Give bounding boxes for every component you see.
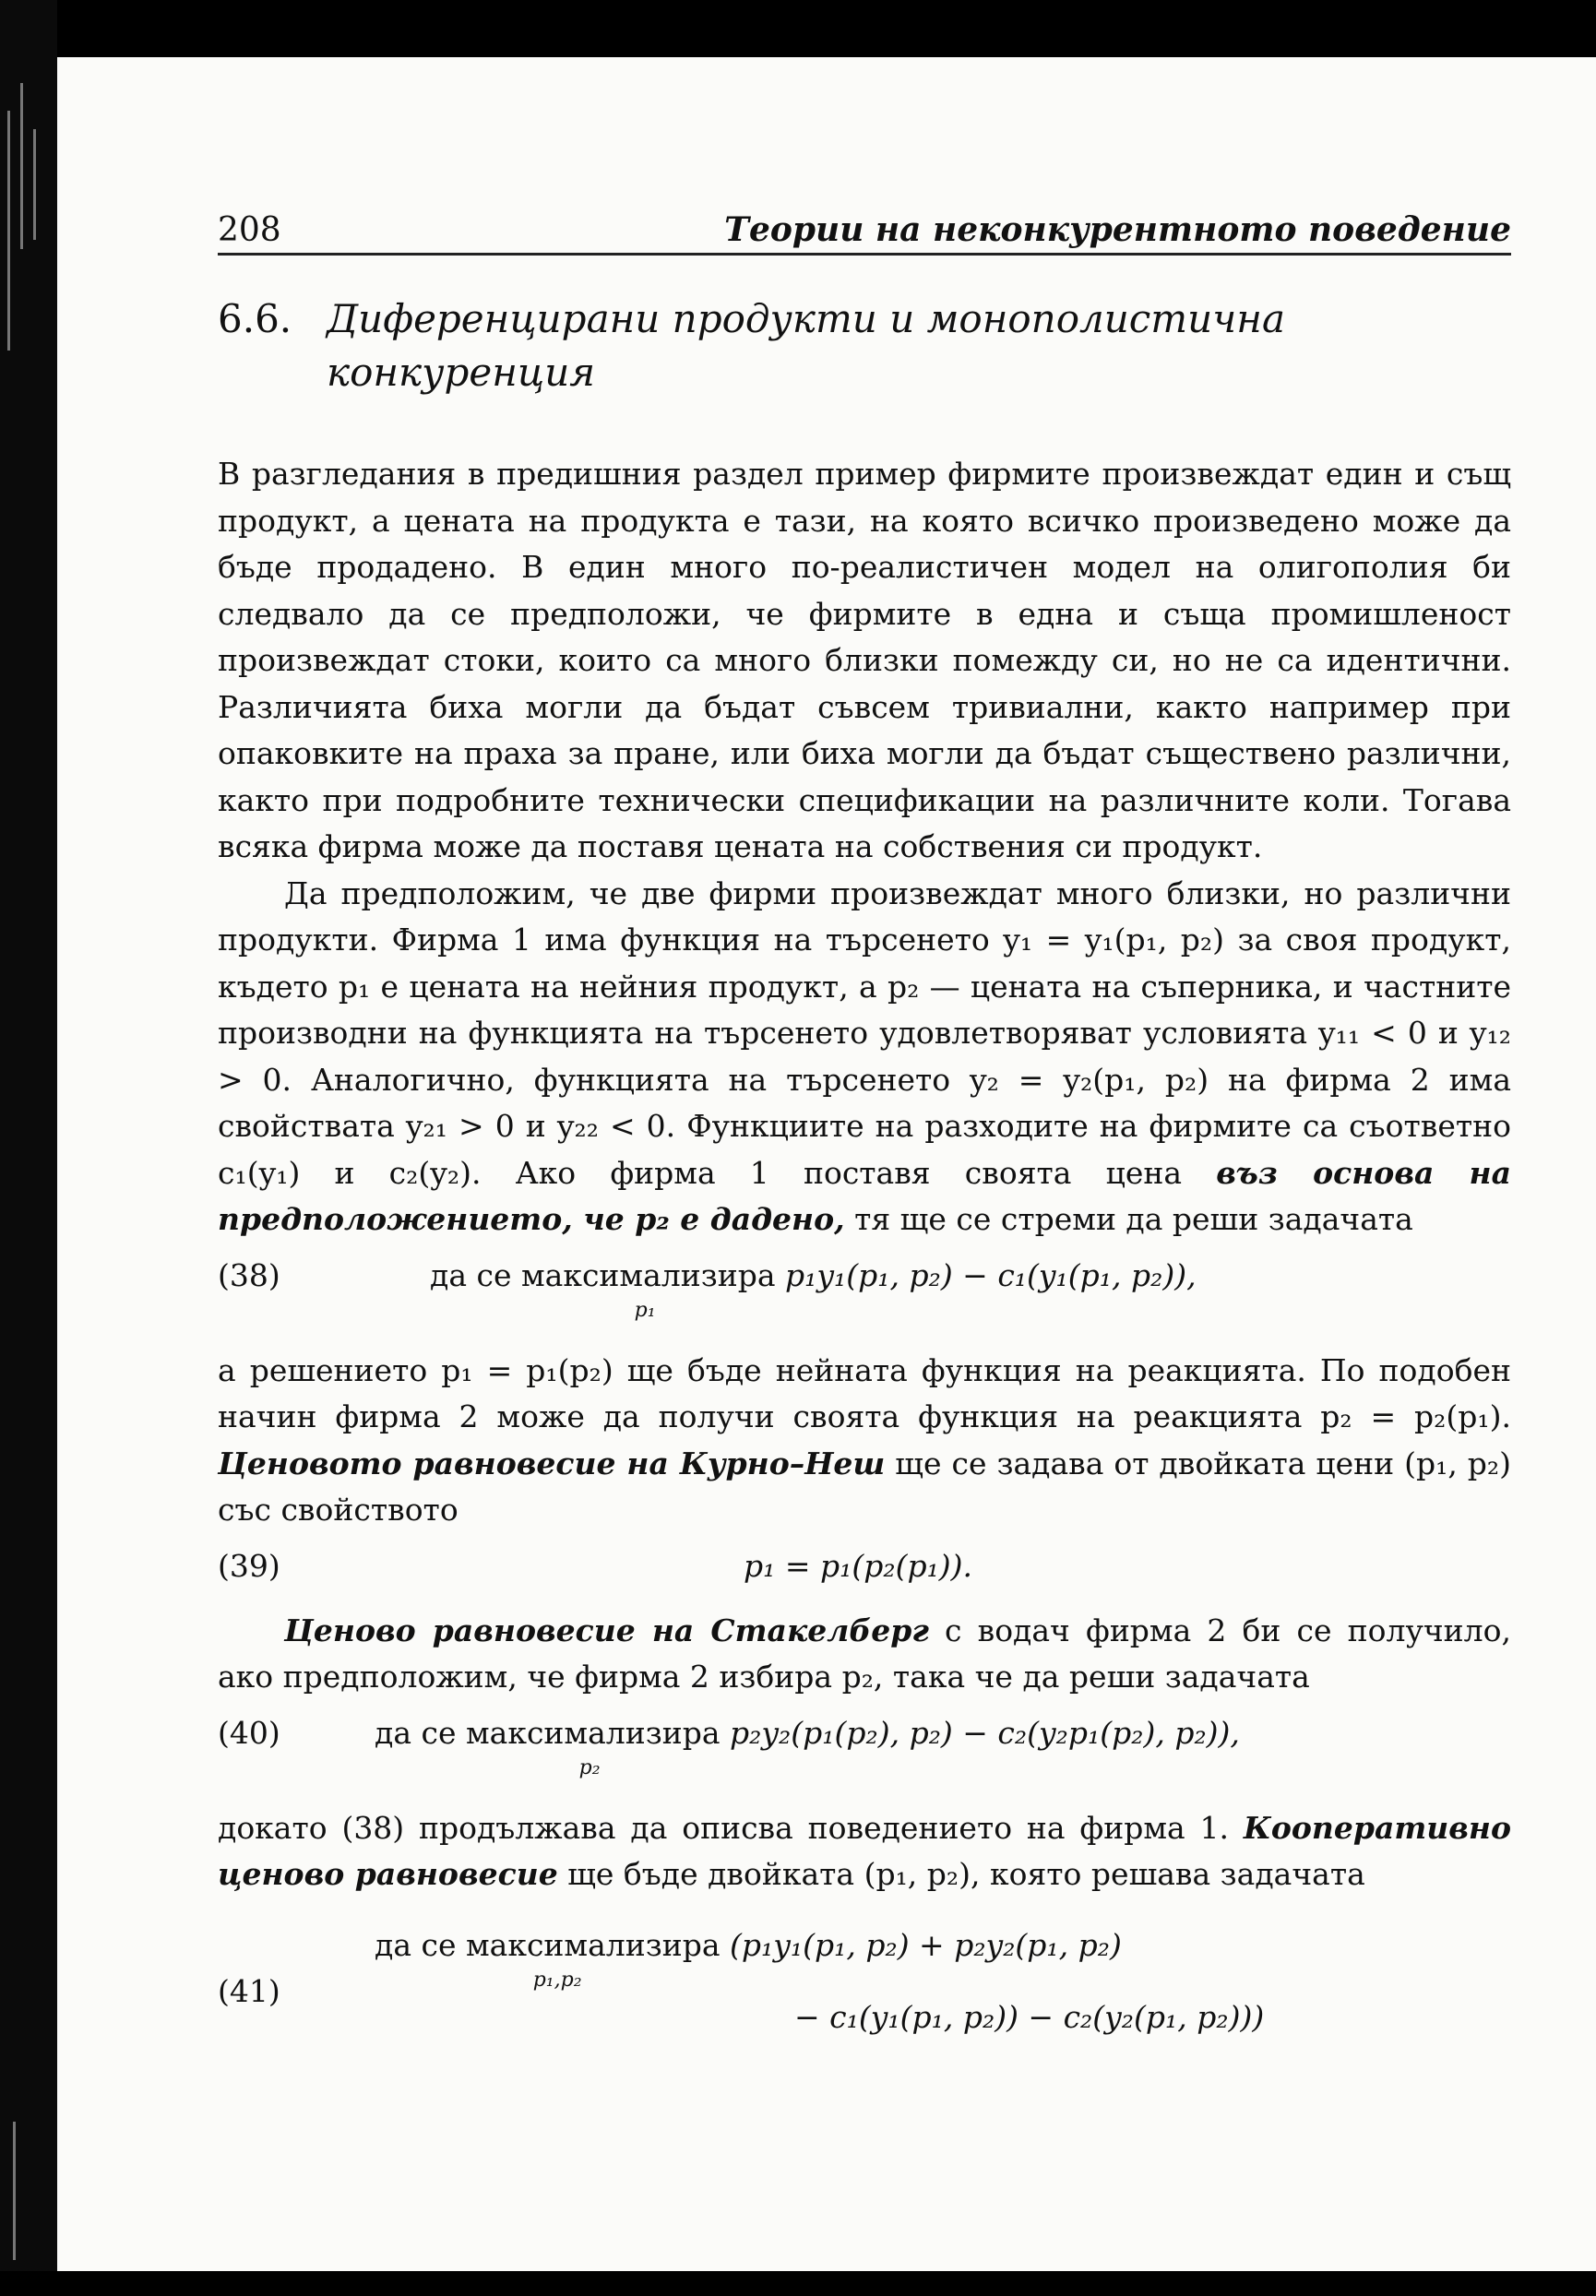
- equation-operator: да се максимализира: [375, 1926, 721, 1963]
- page-content: [218, 210, 1511, 2059]
- paragraph-3-emphasis: Ценовото равновесие на Курно–Неш: [218, 1445, 886, 1481]
- paragraph-4-emphasis: Ценово равновесие на Стакелберг: [284, 1612, 929, 1648]
- section-heading: [218, 292, 1511, 399]
- equation-formula: p₁ = p₁(p₂(p₁)).: [744, 1547, 973, 1584]
- section-title-line2: конкуренция: [327, 350, 596, 395]
- paragraph-3: [218, 1348, 1511, 1534]
- equation-subscript: p₁,p₂: [532, 1968, 582, 1992]
- paragraph-4: [218, 1608, 1511, 1701]
- paragraph-1: В разгледания в предишния раздел пример фирмите произвеждат един и същ продукт, а цената на продукта е тази, на която всичко произведено може да бъде продадено. В един много по-реалистичен модел на олигополия би следвало да се предположи, че фирмите в една и съща промишленост произвеждат стоки, които са много близки помежду си, но не са идентични. Различията биха могли да бъдат съвсем тривиални, както например при опаковките на праха за пране, или биха могли да бъдат съществено различни, както при подробните технически спецификации на различните коли. Тогава всяка фирма може да поставя цената на собствения си продукт.: [218, 456, 1511, 864]
- equation-number: (38): [218, 1256, 280, 1293]
- paragraph-5: [218, 1805, 1511, 1898]
- equation-number: (41): [218, 1972, 280, 2009]
- equation-subscript: p₁: [634, 1298, 656, 1322]
- paragraph-2: [218, 871, 1511, 1243]
- equation-formula: p₁y₁(p₁, p₂) − c₁(y₁(p₁, p₂)),: [785, 1256, 1197, 1293]
- equation-formula: p₂y₂(p₁(p₂), p₂) − c₂(y₂p₁(p₂), p₂)),: [730, 1714, 1240, 1751]
- equation-39: [218, 1543, 1511, 1589]
- equation-operator: да се максимализира: [375, 1714, 721, 1751]
- equation-operator: да се максимализира: [430, 1256, 776, 1293]
- equation-formula-line1: (p₁y₁(p₁, p₂) + p₂y₂(p₁, p₂): [730, 1926, 1122, 1963]
- equation-38: [218, 1253, 1511, 1329]
- paragraph-2-text: Да предположим, че две фирми произвеждат много близки, но различни продукти. Фирма 1 има функция на търсенето y₁ = y₁(p₁, p₂) за своя продукт, където p₁ е цената на нейния продукт, а p₂ — цената на съперника, и частните производни на функцията на търсенето удовлетворяват условията y₁₁ < 0 и y₁₂ > 0. Аналогично, функцията на търсенето y₂ = y₂(p₁, p₂) на фирма 2 има свойствата y₂₁ > 0 и y₂₂ < 0. Функциите на разходите на фирмите са съответно c₁(y₁) и c₂(y₂). Ако фирма 1 поставя своята цена: [218, 874, 1511, 1191]
- running-title: Теории на неконкурентното поведение: [724, 210, 1511, 249]
- scan-left-edge: [0, 0, 57, 2296]
- paragraph-4-text: с водач фирма 2 би се получило, ако предположим, че фирма 2 избира p₂, така че да реши задачата: [218, 1612, 1512, 1695]
- equation-subscript: p₂: [578, 1755, 601, 1779]
- section-title-text: [327, 292, 1285, 399]
- scan-bottom-edge: [0, 2271, 1596, 2296]
- paragraph-2-emphasis: въз основа на предположението, че p₂ е дадено,: [218, 1154, 1511, 1237]
- equation-number: (39): [218, 1547, 280, 1584]
- equation-41: [218, 1922, 1511, 2040]
- paragraph-3-text-end: ще се задава от двойката цени (p₁, p₂) със свойството: [218, 1445, 1511, 1528]
- paragraph-3-text: а решението p₁ = p₁(p₂) ще бъде нейната функция на реакцията. По подобен начин фирма 2 може да получи своята функция на реакцията p₂ = p₂(p₁).: [218, 1351, 1511, 1434]
- page-number: 208: [218, 211, 281, 249]
- paragraph-2-text-end: тя ще се стреми да реши задачата: [844, 1201, 1413, 1237]
- running-header: [218, 210, 1511, 256]
- paragraph-5-emphasis: Кооперативно ценово равновесие: [218, 1809, 1511, 1892]
- paragraph-5-text-end: ще бъде двойката (p₁, p₂), която решава задачата: [557, 1856, 1365, 1892]
- section-number: 6.6.: [218, 296, 292, 341]
- equation-40: [218, 1710, 1511, 1787]
- section-title-line1: Диференцирани продукти и монополистична: [327, 296, 1286, 341]
- paragraph-5-text: докато (38) продължава да описва поведението на фирма 1.: [218, 1809, 1244, 1846]
- equation-number: (40): [218, 1714, 280, 1751]
- equation-formula-line2: − c₁(y₁(p₁, p₂)) − c₂(y₂(p₁, p₂))): [794, 1998, 1265, 2035]
